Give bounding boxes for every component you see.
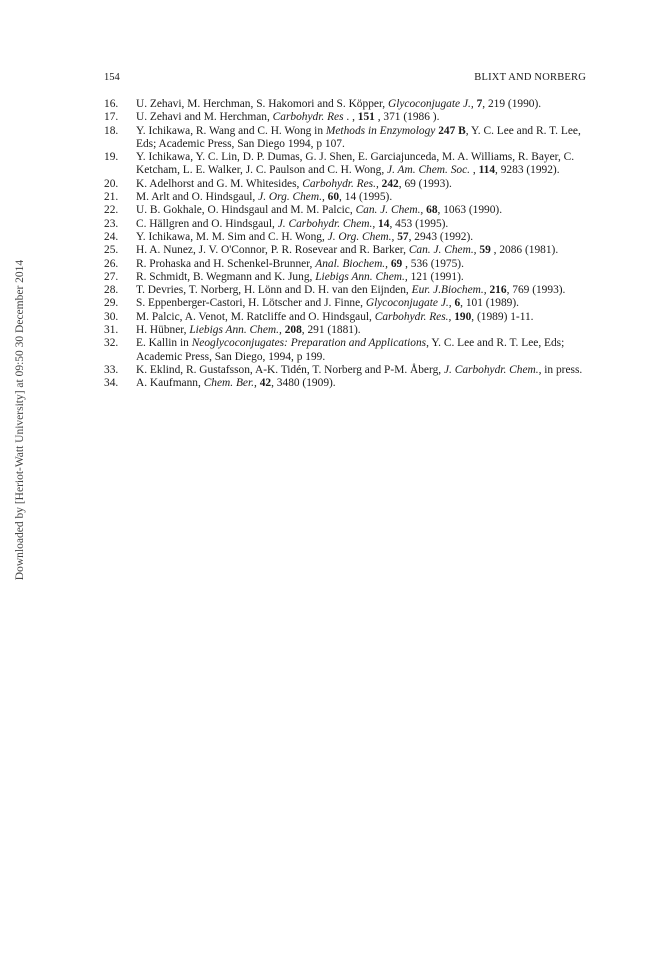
journal-title: J. Carbohydr. Chem., [277, 217, 376, 230]
reference-text [136, 218, 588, 231]
volume-number: 60 [327, 191, 340, 204]
reference-number: 25. [104, 244, 119, 257]
reference-segment: K. Adelhorst and G. M. Whitesides, [136, 177, 303, 190]
reference-item [104, 204, 588, 217]
reference-segment: , 371 (1986 ). [374, 111, 440, 124]
reference-segment: S. Eppenberger-Castori, H. Lötscher and J. Finne, [136, 297, 366, 310]
reference-text [136, 125, 588, 152]
reference-segment: U. Zehavi, M. Herchman, S. Hakomori and S. Köpper, [136, 98, 388, 110]
reference-number: 20. [104, 177, 119, 190]
reference-number: 26. [104, 257, 119, 270]
reference-item [104, 151, 588, 178]
reference-segment: R. Prohaska and H. Schenkel-Brunner, [136, 257, 316, 270]
volume-number: 208 [284, 324, 302, 337]
reference-item [104, 178, 588, 191]
reference-item [104, 324, 588, 337]
reference-number: 18. [104, 124, 119, 137]
reference-item [104, 231, 588, 244]
volume-number: 69 [390, 257, 403, 270]
reference-number: 32. [104, 337, 119, 350]
reference-text [136, 297, 588, 310]
reference-segment: , 3480 (1909). [271, 377, 336, 390]
reference-segment: . , [343, 111, 358, 124]
reference-segment: , 2943 (1992). [408, 230, 474, 243]
page-number: 154 [104, 72, 120, 83]
reference-segment: R. Schmidt, B. Wegmann and K. Jung, [136, 270, 316, 283]
journal-title: J. Org. Chem., [327, 230, 395, 243]
journal-title: Liebigs Ann. Chem., [189, 324, 282, 337]
reference-text [136, 364, 588, 377]
reference-segment: U. B. Gokhale, O. Hindsgaul and M. M. Palcic, [136, 204, 356, 217]
reference-number: 28. [104, 284, 119, 297]
volume-number: 242 [381, 177, 399, 190]
reference-number: 29. [104, 297, 119, 310]
reference-text [136, 231, 588, 244]
reference-number: 16. [104, 98, 119, 110]
reference-number: 24. [104, 230, 119, 243]
reference-segment: A. Kaufmann, [136, 377, 204, 390]
reference-segment: , 219 (1990). [482, 98, 542, 110]
volume-number: 14 [378, 217, 390, 230]
volume-number: 151 [357, 111, 375, 124]
reference-text [136, 311, 588, 324]
journal-title: Can. J. Chem., [408, 244, 477, 257]
journal-title: Anal. Biochem., [315, 257, 388, 270]
journal-title: Can. J. Chem., [355, 204, 424, 217]
reference-number: 31. [104, 324, 119, 337]
journal-title: Chem. Ber., [203, 377, 257, 390]
reference-segment: , 453 (1995). [389, 217, 449, 230]
reference-item [104, 98, 588, 111]
reference-text [136, 244, 588, 257]
reference-segment: K. Eklind, R. Gustafsson, A-K. Tidén, T. Norberg and P-M. Åberg, [136, 363, 444, 376]
journal-title: Liebigs Ann. Chem., [315, 270, 408, 283]
journal-title: Carbohydr. Res., [302, 177, 379, 190]
reference-segment: , (1989) 1-11. [471, 310, 534, 323]
journal-title: Neoglycoconjugates: Preparation and Applications [191, 337, 427, 350]
reference-segment: , 291 (1881). [301, 324, 361, 337]
reference-number: 27. [104, 270, 119, 283]
reference-text [136, 258, 588, 271]
journal-title: J. Am. Chem. Soc. [387, 164, 471, 177]
reference-text [136, 204, 588, 217]
volume-number: 6 [454, 297, 461, 310]
reference-number: 22. [104, 204, 119, 217]
reference-segment: , 536 (1975). [402, 257, 464, 270]
reference-segment: , Y. C. Lee and R. T. Lee, Eds; Academic Press, San Diego 1994, p 107. [136, 124, 581, 150]
reference-segment: M. Palcic, A. Venot, M. Ratcliffe and O. Hindsgaul, [136, 310, 375, 323]
journal-title: J. Carbohydr. Chem., [443, 363, 542, 376]
reference-text [136, 284, 588, 297]
volume-number: 7 [476, 98, 483, 110]
reference-item [104, 377, 588, 390]
journal-title: Eur. J.Biochem., [411, 284, 487, 297]
reference-segment: C. Hällgren and O. Hindsgaul, [136, 217, 278, 230]
reference-segment: Y. Ichikawa, M. M. Sim and C. H. Wong, [136, 230, 328, 243]
journal-title: Carbohydr. Res [272, 111, 344, 124]
reference-segment: 121 (1991). [407, 270, 464, 283]
reference-item [104, 125, 588, 152]
reference-text [136, 324, 588, 337]
reference-item [104, 297, 588, 310]
reference-item [104, 284, 588, 297]
reference-segment: M. Arlt and O. Hindsgaul, [136, 191, 259, 204]
reference-segment: U. Zehavi and M. Herchman, [136, 111, 273, 124]
reference-segment: , 101 (1989). [460, 297, 519, 310]
reference-segment: in press. [541, 363, 583, 376]
reference-item [104, 258, 588, 271]
reference-segment: , 769 (1993). [506, 284, 566, 297]
reference-item [104, 311, 588, 324]
journal-title: Carbohydr. Res., [374, 310, 452, 323]
reference-segment: , 9283 (1992). [495, 164, 560, 177]
volume-number: 68 [426, 204, 438, 217]
volume-number: 57 [397, 230, 409, 243]
reference-text [136, 271, 588, 284]
reference-number: 17. [104, 111, 119, 124]
volume-number: 59 [479, 244, 491, 257]
running-head: BLIXT AND NORBERG [474, 72, 586, 83]
reference-segment: , Y. C. Lee and R. T. Lee, Eds; Academic Press, San Diego, 1994, p 199. [136, 337, 565, 363]
reference-segment: Y. Ichikawa, R. Wang and C. H. Wong in [136, 124, 326, 137]
volume-number: 247 B [438, 124, 466, 137]
volume-number: 42 [259, 377, 272, 390]
volume-number: 190 [454, 310, 472, 323]
journal-title: J. Org. Chem., [258, 191, 325, 204]
reference-item [104, 271, 588, 284]
volume-number: 216 [489, 284, 507, 297]
reference-item [104, 191, 588, 204]
journal-title: Glycoconjugate J., [365, 297, 452, 310]
reference-segment: H. A. Nunez, J. V. O'Connor, P. R. Rosevear and R. Barker, [136, 244, 409, 257]
reference-text [136, 337, 588, 364]
reference-item [104, 364, 588, 377]
reference-number: 34. [104, 377, 119, 390]
reference-number: 21. [104, 191, 119, 204]
reference-text [136, 111, 588, 124]
reference-segment: E. Kallin in [136, 337, 192, 350]
reference-item [104, 111, 588, 124]
reference-text [136, 377, 588, 390]
reference-item [104, 244, 588, 257]
reference-segment: , 1063 (1990). [437, 204, 503, 217]
download-notice: Downloaded by [Heriot-Watt University] at 09:50 30 December 2014 [14, 259, 26, 581]
journal-title: Methods in Enzymology [325, 124, 436, 137]
reference-segment: , 69 (1993). [398, 177, 452, 190]
reference-text [136, 98, 588, 111]
reference-item [104, 218, 588, 231]
reference-number: 33. [104, 363, 119, 376]
reference-text [136, 191, 588, 204]
reference-list [104, 98, 588, 391]
volume-number: 114 [478, 164, 496, 177]
reference-number: 23. [104, 217, 119, 230]
reference-segment: H. Hübner, [136, 324, 190, 337]
reference-number: 30. [104, 310, 119, 323]
reference-text [136, 151, 588, 178]
reference-item [104, 337, 588, 364]
reference-segment: Y. Ichikawa, Y. C. Lin, D. P. Dumas, G. J. Shen, E. Garciajunceda, M. A. Williams, R. Bayer, C. Ketcham, L. E. Walker, J. C. Paulson and C. H. Wong, [136, 151, 575, 177]
journal-title: Glycoconjugate J., [387, 98, 474, 110]
reference-text [136, 178, 588, 191]
reference-segment: , [470, 164, 479, 177]
reference-segment: , 2086 (1981). [490, 244, 559, 257]
reference-number: 19. [104, 151, 119, 164]
reference-segment: T. Devries, T. Norberg, H. Lönn and D. H. van den Eijnden, [136, 284, 412, 297]
reference-segment: , 14 (1995). [339, 191, 393, 204]
